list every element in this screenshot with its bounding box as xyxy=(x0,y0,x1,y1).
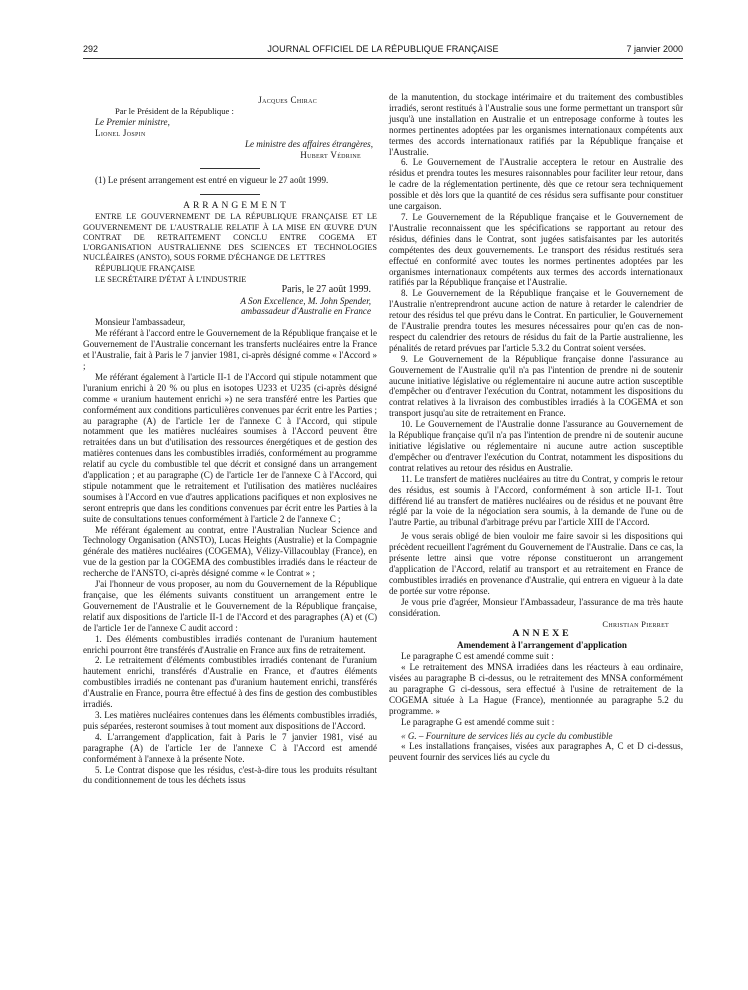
paragraph: 2. Le retraitement d'éléments combustibles irradiés contenant de l'uranium hautement enrichi, transférés d'Australie en France, et d'autres éléments combustibles irradiés ne contenant pas d'uranium hautement enrichi, transférés d'Australie en France, pourra être effectué à des fins de gestion des combustibles irradiés. xyxy=(83,655,377,710)
paragraph: 1. Des éléments combustibles irradiés contenant de l'uranium hautement enrichi pourront être transférés d'Australie en France aux fins de retraitement. xyxy=(83,633,377,655)
signature-chirac: Jacques Chirac xyxy=(258,95,317,105)
entry-into-force-note: (1) Le présent arrangement est entré en vigueur le 27 août 1999. xyxy=(95,175,329,186)
secretaire-heading: LE SECRÉTAIRE D'ÉTAT À L'INDUSTRIE xyxy=(95,274,247,284)
separator xyxy=(200,168,260,169)
header-rule xyxy=(83,58,683,59)
paragraph: Me référant également à l'article II-1 de l'Accord qui stipule notamment que l'uranium enrichi à 20 % ou plus en isotopes U233 et U235 (ci-après désigné comme « uranium hautement enrichi ») ne sera transféré entre les Parties que conformément aux conditions particulières convenues par écrit entre les Parties ; au paragraphe (A) de l'article 1er de l'annexe C à l'Accord, qui stipule notamment que les matières nucléaires soumises à l'Accord peuvent être retraitées dans un but d'utilisation des ressources énergétiques et de gestion des matières contenues dans les combustibles irradiés, conformément au programme relatif au cycle du combustible tel que décrit et consigné dans un arrangement d'application ; et au paragraphe (C) de l'article 1er de l'annexe C à l'Accord, qui stipule notamment que le retraitement et l'utilisation des matières nucléaires soumises à l'Accord en vue d'autres applications pacifiques et non explosives ne seront entrepris que dans les conditions convenues par écrit entre les Parties à la suite de consultations tenues conformément à l'article 2 de l'annexe C ; xyxy=(83,371,377,524)
annexe-title: ANNEXE xyxy=(512,628,572,640)
paragraph: de la manutention, du stockage intérimaire et du traitement des combustibles irradiés, seront restitués à l'Australie sous une forme permettant un transport sûr jusqu'à une installation en Australie et un entreposage conforme à toutes les normes pertinentes adoptées par les organismes internationaux compétents aux termes des accords internationaux ratifiés par la République française et l'Australie. xyxy=(389,92,683,157)
arrangement-description: ENTRE LE GOUVERNEMENT DE LA RÉPUBLIQUE FRANÇAISE ET LE GOUVERNEMENT DE L'AUSTRALIE RELATIF À LA MISE EN ŒUVRE D'UN CONTRAT DE RETRAITEMENT CONCLU ENTRE COGEMA ET L'ORGANISATION AUSTRALIENNE DES SCIENCES ET TECHNOLOGIES NUCLÉAIRES (ANSTO), SOUS FORME D'ÉCHANGE DE LETTRES xyxy=(83,212,377,263)
paragraph: 11. Le transfert de matières nucléaires au titre du Contrat, y compris le retour des résidus, est soumis à l'Accord, conformément à son article II-1. Tout différend lié au transfert de matières nucléaires ou de résidus et ne pouvant être réglé par la voie de la négociation sera soumis, à la demande de l'une ou de l'autre Partie, au tribunal d'arbitrage prévu par l'article XIII de l'Accord. xyxy=(389,473,683,528)
foreign-minister-name: Hubert Védrine xyxy=(300,149,361,160)
paragraph: 10. Le Gouvernement de l'Australie donne l'assurance au Gouvernement de la République française qu'il n'a pas l'intention de prendre ni de soutenir aucune initiative législative ou réglementaire ni aucune autre action susceptible d'empêcher ou d'entraver l'exécution du Contrat, notamment les dispositions du contrat relatives au retour des résidus en Australie. xyxy=(389,419,683,473)
paragraph: 3. Les matières nucléaires contenues dans les éléments combustibles irradiés, puis séparées, resteront soumises à tout moment aux dispositions de l'Accord. xyxy=(83,709,377,731)
paragraph: 5. Le Contrat dispose que les résidus, c'est-à-dire tous les produits résultant du conditionnement de tous les déchets issus xyxy=(83,764,377,786)
president-line: Par le Président de la République : xyxy=(115,105,234,116)
place-date: Paris, le 27 août 1999. xyxy=(281,283,371,295)
paragraph: « Le retraitement des MNSA irradiées dans les réacteurs à eau ordinaire, visées au paragraphe B ci-dessus, ou le retraitement des MNSA conformément au paragraphe G ci-dessous, sera effectué à l'usine de retraitement de la COGEMA située à La Hague (France), mentionnée au paragraphe 5.2 du programme. » xyxy=(389,662,683,716)
paragraph: Le paragraphe G est amendé comme suit : xyxy=(401,716,555,727)
foreign-minister-title: Le ministre des affaires étrangères, xyxy=(244,138,373,149)
signature-pierret: Christian Pierret xyxy=(602,618,669,629)
paragraph: « Les installations françaises, visées aux paragraphes A, C et D ci-dessus, peuvent fournir des services liés au cycle du xyxy=(389,741,683,763)
paragraph: 7. Le Gouvernement de la République française et le Gouvernement de l'Australie reconnaissent que les spécifications se rapportant au retour des résidus, définies dans le Contrat, sont jugées satisfaisantes par les autorités compétentes des deux gouvernements. Le transport des résidus restitués sera effectué en conformité avec toutes les normes pertinentes adoptées par les organismes internationaux compétents aux termes des accords internationaux ratifiés par la République française et l'Australie. xyxy=(389,211,683,288)
left-column xyxy=(83,95,377,786)
paragraph: 4. L'arrangement d'application, fait à Paris le 7 janvier 1981, visé au paragraphe (A) de l'article 1er de l'annexe C à l'Accord est amendé conformément à l'annexe à la présente Note. xyxy=(83,731,377,764)
section-g-heading: « G. – Fourniture de services liés au cycle du combustible xyxy=(401,730,613,741)
republique-heading: RÉPUBLIQUE FRANÇAISE xyxy=(95,263,195,273)
paragraph: 9. Le Gouvernement de la République française donne l'assurance au Gouvernement de l'Australie qu'il n'a pas l'intention de prendre ni de soutenir aucune initiative législative ou réglementaire ni aucune autre action susceptible d'empêcher ou d'entraver l'exécution du Contrat, notamment les dispositions du contrat relatives à la livraison des combustibles irradiés à la COGEMA et son transport jusqu'au site de retraitement en France. xyxy=(389,353,683,419)
addressee-line: A Son Excellence, M. John Spender, xyxy=(240,295,371,306)
paragraph: Me référant à l'accord entre le Gouvernement de la République française et le Gouvernement de l'Australie concernant les transferts nucléaires entre la France et l'Australie, fait à Paris le 7 janvier 1981, ci-après désigné comme « l'Accord » ; xyxy=(83,328,377,371)
arrangement-title: ARRANGEMENT xyxy=(183,201,289,212)
page-number: 292 xyxy=(83,44,99,54)
amendment-title: Amendement à l'arrangement d'application xyxy=(457,640,627,651)
separator xyxy=(200,194,260,195)
journal-title: JOURNAL OFFICIEL DE LA RÉPUBLIQUE FRANÇAISE xyxy=(267,44,499,54)
paragraph: 8. Le Gouvernement de la République française et le Gouvernement de l'Australie n'entreprendront aucune action de nature à retarder le calendrier de retour des résidus tel que prévu dans le Contrat. En particulier, le Gouvernement de l'Australie prendra toutes les mesures nécessaires pour qu'en cas de non-respect du calendrier des retours de résidus du fait de la Partie australienne, les pénalités de retard prévues par l'article 5.3.2 du Contrat soient versées. xyxy=(389,288,683,353)
paragraph: J'ai l'honneur de vous proposer, au nom du Gouvernement de la République française, que les éléments suivants constituent un arrangement entre le Gouvernement de l'Australie et le Gouvernement de la République française, relatif aux dispositions de l'article II-1 de l'Accord et des paragraphes (A) et (C) de l'article 1er de l'annexe C audit accord : xyxy=(83,579,377,633)
prime-minister-title: Le Premier ministre, xyxy=(95,116,170,127)
addressee-line: ambassadeur d'Australie en France xyxy=(241,306,371,317)
paragraph: Me référant également au contrat, entre l'Australian Nuclear Science and Technology Organisation (ANSTO), Lucas Heights (Australie) et la Compagnie générale des matières nucléaires (COGEMA), Vélizy-Villacoublay (France), en vue de la gestion par la COGEMA des combustibles irradiés dans le réacteur de recherche de l'ANSTO, ci-après désigné comme « le Contrat » ; xyxy=(83,524,377,579)
paragraph: Je vous prie d'agréer, Monsieur l'Ambassadeur, l'assurance de ma très haute considération. xyxy=(389,596,683,618)
issue-date: 7 janvier 2000 xyxy=(626,44,683,54)
paragraph: Je vous serais obligé de bien vouloir me faire savoir si les dispositions qui précèdent recueillent l'agrément du Gouvernement de l'Australie. Dans ce cas, la présente lettre ainsi que votre réponse constitueront un arrangement d'application de l'Accord, relatif au transport et au retraitement en France de combustibles irradiés en provenance d'Australie, qui entrera en vigueur à la date de portée sur votre réponse. xyxy=(389,531,683,596)
page-header xyxy=(83,44,683,58)
right-column xyxy=(389,92,683,763)
salutation: Monsieur l'ambassadeur, xyxy=(95,317,186,328)
prime-minister-name: Lionel Jospin xyxy=(95,127,146,138)
paragraph: 6. Le Gouvernement de l'Australie acceptera le retour en Australie des résidus et prendra toutes les mesures raisonnables pour faciliter leur retour, dans le cadre de la réglementation pertinente, dès que ce retour sera techniquement possible et dès lors que la quantité de ces résidus sera suffisante pour constituer une cargaison. xyxy=(389,157,683,212)
paragraph: Le paragraphe C est amendé comme suit : xyxy=(401,651,554,662)
